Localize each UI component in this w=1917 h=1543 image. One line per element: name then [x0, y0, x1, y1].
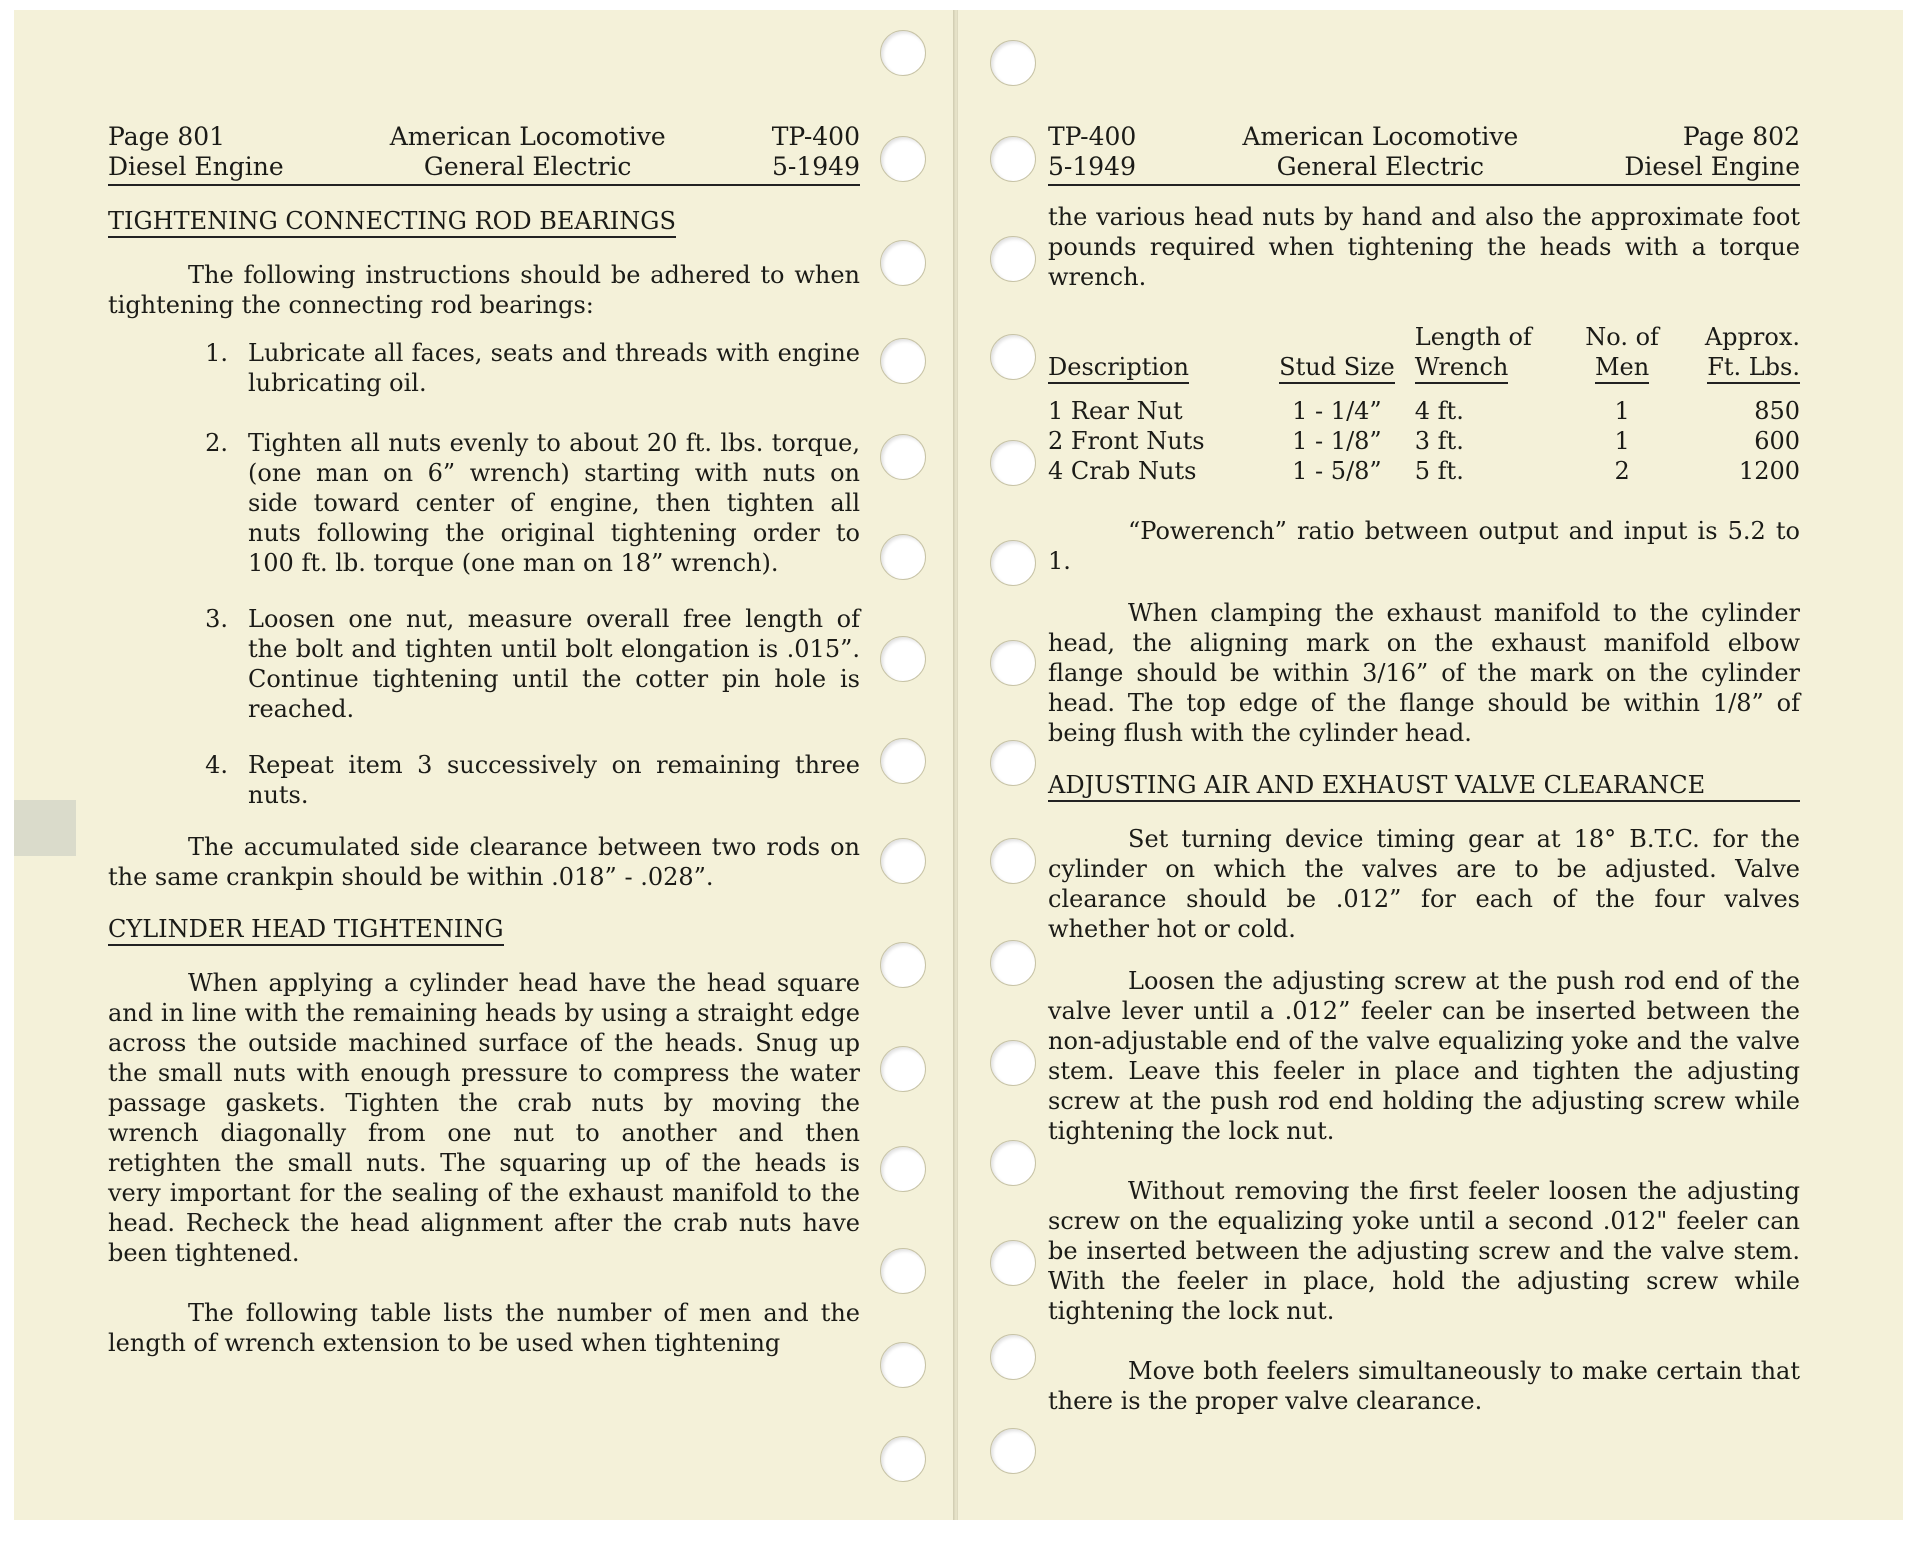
left-page-header: [108, 122, 860, 186]
binder-hole-icon: [880, 534, 926, 580]
table-cell: 2: [1614, 457, 1630, 485]
list-number: 1.: [205, 339, 228, 367]
paragraph: the various head nuts by hand and also the approximate foot pounds required when tightening the heads with a torque wrench.: [1048, 203, 1800, 291]
binder-hole-icon: [880, 136, 926, 182]
column-header: Wrench: [1415, 352, 1509, 384]
column-header: Ft. Lbs.: [1707, 352, 1800, 384]
binder-hole-icon: [880, 942, 926, 988]
binder-hole-icon: [990, 1334, 1036, 1380]
binder-hole-icon: [990, 1240, 1036, 1286]
table-cell: 2 Front Nuts: [1048, 427, 1205, 455]
paragraph: Loosen the adjusting screw at the push rod end of the valve lever until a .012” feeler can be inserted between the non-adjustable end of the valve equalizing yoke and the valve stem. Leave this feeler in place and tighten the adjusting screw at the push rod end holding the adjusting screw while tightening the lock nut.: [1048, 967, 1800, 1145]
torque-table: [1048, 322, 1800, 486]
binder-hole-icon: [990, 40, 1036, 86]
binder-hole-icon: [990, 1428, 1036, 1474]
column-header: Description: [1048, 352, 1189, 384]
company-name: American Locomotive: [389, 122, 666, 151]
binder-hole-icon: [880, 1342, 926, 1388]
list-item: [108, 750, 860, 810]
company-name: General Electric: [423, 152, 632, 181]
table-cell: 1 - 5/8”: [1292, 457, 1382, 485]
table-row: [1048, 426, 1800, 456]
table-cell: 850: [1754, 397, 1800, 425]
binder-hole-icon: [880, 434, 926, 480]
paragraph: When clamping the exhaust manifold to the cylinder head, the aligning mark on the exhaust manifold elbow flange should be within 3/16” of the mark on the cylinder head. The top edge of the flange should be within 1/8” of being flush with the cylinder head.: [1048, 599, 1800, 747]
document-number: TP-400: [771, 122, 860, 151]
paragraph: “Powerench” ratio between output and input is 5.2 to 1.: [1048, 517, 1800, 575]
table-cell: 1 - 1/4”: [1292, 397, 1382, 425]
binder-hole-icon: [990, 940, 1036, 986]
list-text: Loosen one nut, measure overall free length of the bolt and tighten until bolt elongation is .015”. Continue tightening until the cotter pin hole is reached.: [248, 605, 860, 723]
list-item: [108, 338, 860, 398]
section-heading: TIGHTENING CONNECTING ROD BEARINGS: [108, 206, 676, 238]
list-number: 2.: [205, 429, 228, 457]
binder-hole-icon: [990, 640, 1036, 686]
table-cell: 3 ft.: [1414, 427, 1464, 455]
binder-hole-icon: [990, 440, 1036, 486]
paragraph: When applying a cylinder head have the head square and in line with the remaining heads by using a straight edge across the outside machined surface of the heads. Snug up the small nuts with enough pressure to compress the water passage gaskets. Tighten the crab nuts by moving the wrench diagonally from one nut to another and then retighten the small nuts. The squaring up of the heads is very important for the sealing of the exhaust manifold to the head. Recheck the head alignment after the crab nuts have been tightened.: [108, 969, 860, 1267]
page-smudge: [14, 800, 76, 856]
page-number: Page 801: [108, 122, 226, 151]
table-cell: 1: [1614, 427, 1630, 455]
paragraph: Set turning device timing gear at 18° B.T.C. for the cylinder on which the valves are to be adjusted. Valve clearance should be .012” for each of the four valves whether hot or cold.: [1048, 825, 1800, 943]
table-row: [1048, 456, 1800, 486]
table-cell: 1200: [1738, 457, 1800, 485]
binder-hole-icon: [880, 338, 926, 384]
binder-hole-icon: [880, 240, 926, 286]
list-text: Repeat item 3 successively on remaining three nuts.: [248, 751, 860, 809]
table-cell: 1: [1614, 397, 1630, 425]
paragraph: Without removing the first feeler loosen the adjusting screw on the equalizing yoke until a second .012" feeler can be inserted between the adjusting screw and the valve stem. With the feeler in place, hold the adjusting screw while tightening the lock nut.: [1048, 1177, 1800, 1325]
column-header: Length of: [1414, 323, 1532, 351]
table-cell: 4 ft.: [1414, 397, 1464, 425]
column-header: No. of: [1585, 323, 1659, 351]
paragraph: The following instructions should be adhered to when tightening the connecting rod bearings:: [108, 261, 860, 319]
table-cell: 600: [1754, 427, 1800, 455]
binder-hole-icon: [990, 1140, 1036, 1186]
binder-hole-icon: [880, 838, 926, 884]
section-heading: CYLINDER HEAD TIGHTENING: [108, 914, 504, 946]
binder-hole-icon: [880, 636, 926, 682]
binder-hole-icon: [880, 1248, 926, 1294]
binder-hole-icon: [990, 838, 1036, 884]
paragraph: The following table lists the number of men and the length of wrench extension to be used when tightening: [108, 1299, 860, 1357]
binder-hole-icon: [880, 1146, 926, 1192]
column-header: Men: [1595, 352, 1649, 384]
table-cell: 1 - 1/8”: [1292, 427, 1382, 455]
binder-hole-icon: [880, 738, 926, 784]
engine-title: Diesel Engine: [108, 152, 284, 181]
list-number: 4.: [205, 751, 228, 779]
binder-hole-icon: [880, 30, 926, 76]
left-page: [14, 10, 954, 1520]
table-row: [1048, 396, 1800, 426]
binder-hole-icon: [990, 740, 1036, 786]
column-header: Approx.: [1704, 323, 1800, 351]
table-cell: 1 Rear Nut: [1048, 397, 1183, 425]
paragraph: The accumulated side clearance between two rods on the same crankpin should be within .018” - .028”.: [108, 833, 860, 891]
binder-hole-icon: [990, 1040, 1036, 1086]
right-page: [958, 10, 1903, 1520]
section-heading: ADJUSTING AIR AND EXHAUST VALVE CLEARANCE: [1048, 770, 1800, 802]
document-number: TP-400: [1048, 122, 1137, 151]
list-text: Tighten all nuts evenly to about 20 ft. lbs. torque, (one man on 6” wrench) starting with nuts on side toward center of engine, then tighten all nuts following the original tightening order to 100 ft. lb. torque (one man on 18” wrench).: [248, 429, 860, 577]
page-number: Page 802: [1682, 122, 1800, 151]
table-cell: 5 ft.: [1414, 457, 1464, 485]
company-name: American Locomotive: [1242, 122, 1519, 151]
binder-hole-icon: [990, 540, 1036, 586]
paragraph: Move both feelers simultaneously to make certain that there is the proper valve clearance.: [1048, 1357, 1800, 1415]
right-page-header: [1048, 122, 1800, 186]
binder-hole-icon: [880, 1436, 926, 1482]
binder-hole-icon: [880, 1046, 926, 1092]
table-header-row: [1048, 322, 1800, 384]
list-number: 3.: [205, 605, 228, 633]
binder-hole-icon: [990, 236, 1036, 282]
list-item: [108, 428, 860, 578]
column-header: Stud Size: [1279, 352, 1395, 384]
company-name: General Electric: [1276, 152, 1485, 181]
binder-hole-icon: [990, 136, 1036, 182]
engine-title: Diesel Engine: [1624, 152, 1800, 181]
table-cell: 4 Crab Nuts: [1048, 457, 1197, 485]
document-date: 5-1949: [1048, 152, 1136, 181]
binder-hole-icon: [990, 334, 1036, 380]
document-date: 5-1949: [772, 152, 860, 181]
list-text: Lubricate all faces, seats and threads with engine lubricating oil.: [248, 339, 860, 397]
list-item: [108, 604, 860, 724]
